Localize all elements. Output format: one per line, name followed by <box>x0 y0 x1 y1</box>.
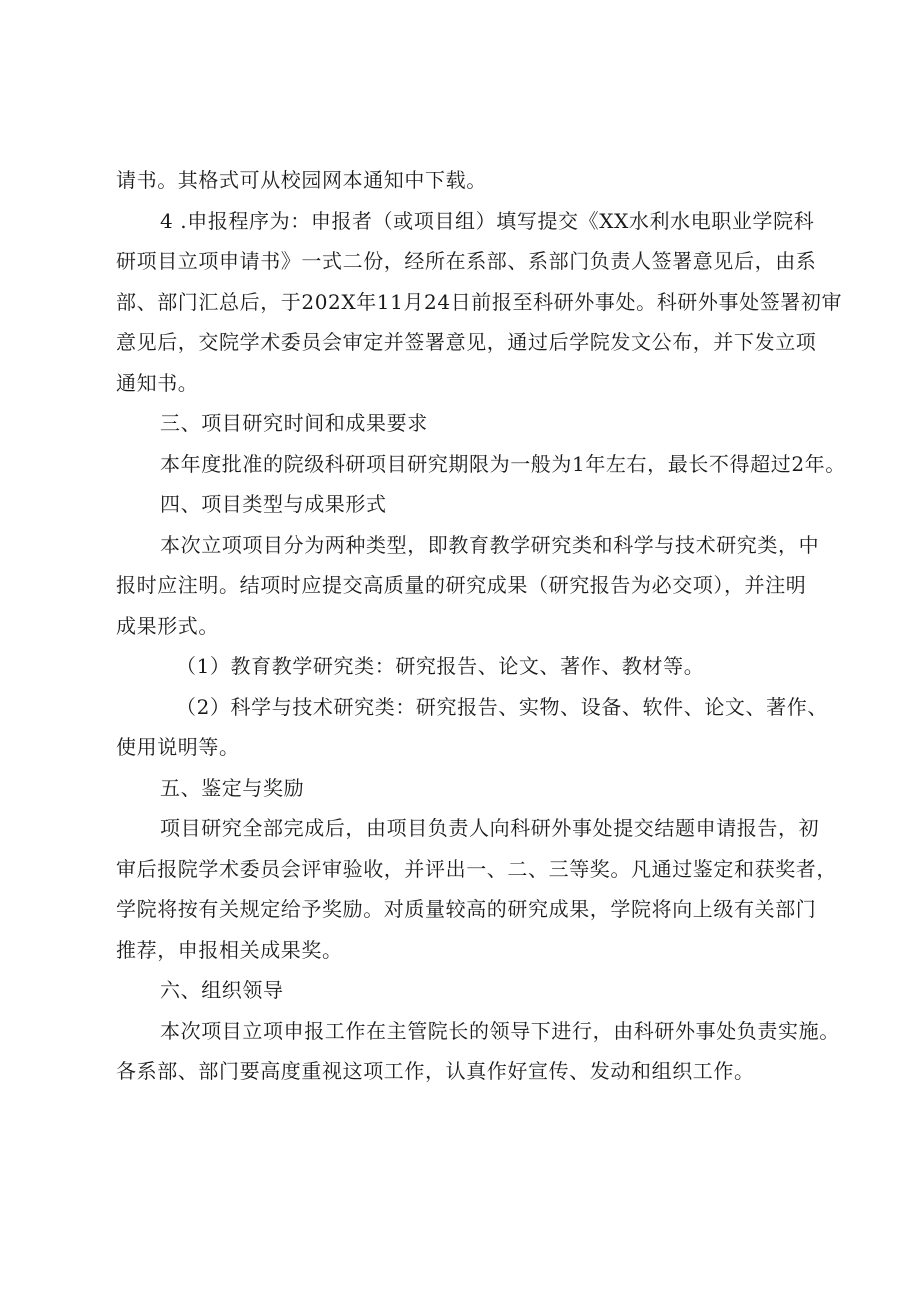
text-line: （2）科学与技术研究类：研究报告、实物、设备、软件、论文、著作、 <box>176 694 828 719</box>
section-heading: 六、组织领导 <box>160 978 284 1002</box>
paragraph-research-period <box>116 444 846 485</box>
text-line: 使用说明等。 <box>116 735 240 759</box>
text-line: 4 .申报程序为：申报者（或项目组）填写提交《XX水利水电职业学院科 <box>160 208 815 233</box>
text-line: 通知书。 <box>116 370 199 395</box>
section-heading: 三、项目研究时间和成果要求 <box>160 411 428 435</box>
text-line: 部、部门汇总后，于202X年11月24日前报至科研外事处。科研外事处签署初审 <box>116 289 843 314</box>
text-line: 本年度批准的院级科研项目研究期限为一般为1年左右，最长不得超过2年。 <box>160 451 846 476</box>
text-line: 研项目立项申请书》一式二份，经所在系部、系部门负责人签署意见后，由系 <box>116 249 817 273</box>
text-line: （1）教育教学研究类：研究报告、论文、著作、教材等。 <box>176 654 705 678</box>
text-line: 审后报院学术委员会评审验收，并评出一、二、三等奖。凡通过鉴定和获奖者， <box>116 856 837 881</box>
paragraph-continuation <box>116 160 806 201</box>
text-line: 各系部、部门要高度重视这项工作，认真作好宣传、发动和组织工作。 <box>116 1059 755 1083</box>
paragraph-project-types <box>116 525 820 647</box>
paragraph-appraisal-rewards <box>116 808 837 970</box>
text-line: 报时应注明。结项时应提交高质量的研究成果（研究报告为必交项），并注明 <box>116 573 807 597</box>
text-line: 推荐，申报相关成果奖。 <box>116 937 343 962</box>
paragraph-organization <box>116 1011 840 1092</box>
text-line: 本次立项项目分为两种类型，即教育教学研究类和科学与技术研究类，中 <box>160 532 820 557</box>
section-heading: 四、项目类型与成果形式 <box>160 492 387 516</box>
text-line: 项目研究全部完成后，由项目负责人向科研外事处提交结题申请报告，初 <box>160 816 820 840</box>
text-line: 学院将按有关规定给予奖励。对质量较高的研究成果，学院将向上级有关部门 <box>116 897 817 921</box>
paragraph-application-procedure <box>116 201 843 404</box>
text-line: 成果形式。 <box>116 613 219 638</box>
document-page <box>116 160 846 1092</box>
text-line: 本次项目立项申报工作在主管院长的领导下进行，由科研外事处负责实施。 <box>160 1018 840 1043</box>
list-item <box>116 687 828 768</box>
text-line: 意见后，交院学术委员会审定并签署意见，通过后学院发文公布，并下发立项 <box>116 330 817 354</box>
list-item <box>116 646 806 687</box>
text-line: 请书。其格式可从校园网本通知中下载。 <box>116 168 487 192</box>
section-heading: 五、鉴定与奖励 <box>160 775 305 800</box>
